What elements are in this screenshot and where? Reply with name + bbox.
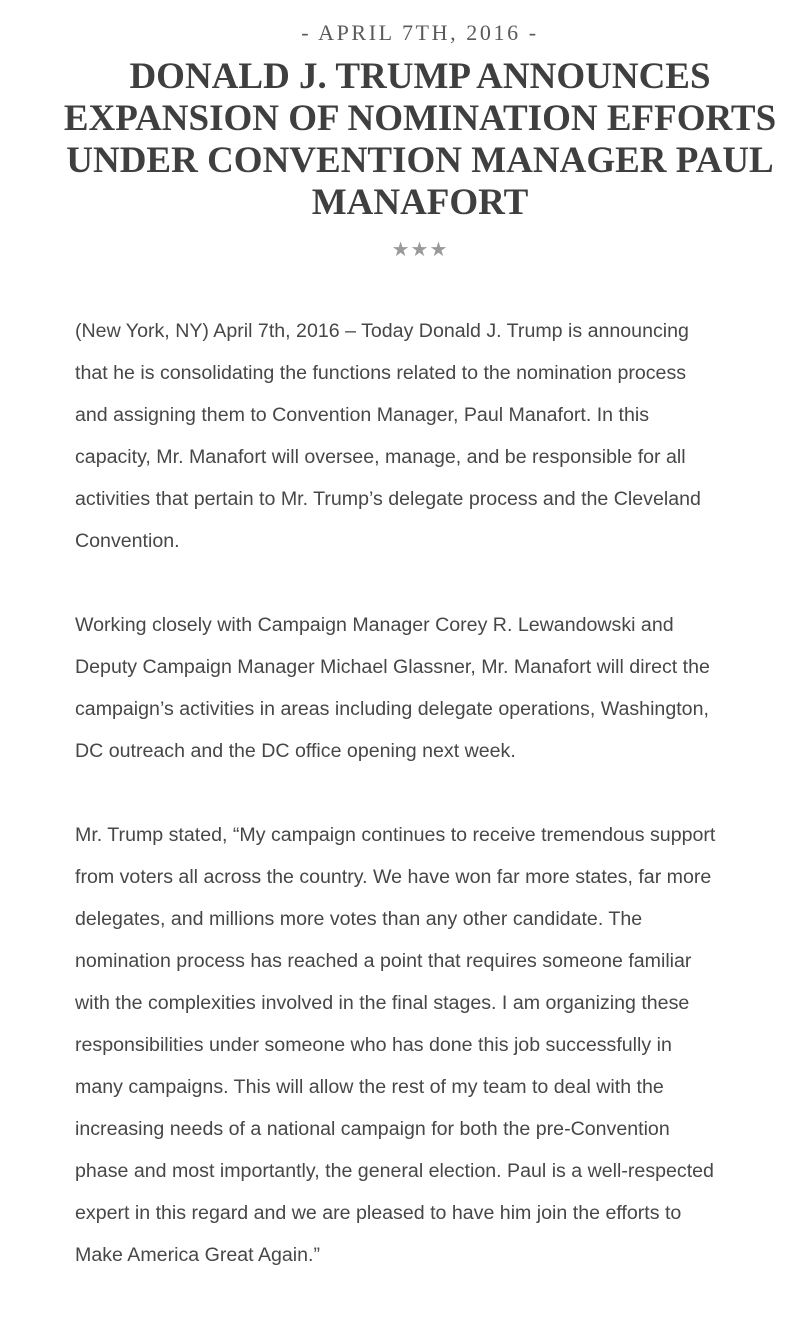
text-line: activities that pertain to Mr. Trump’s delegate process and the Cleveland: [75, 488, 701, 510]
headline-line: EXPANSION OF NOMINATION EFFORTS: [63, 98, 777, 139]
text-line: and assigning them to Convention Manager, Paul Manafort. In this: [75, 404, 650, 426]
headline: [0, 56, 802, 224]
text-line: nomination process has reached a point that requires someone familiar: [75, 950, 692, 972]
text-line: increasing needs of a national campaign for both the pre-Convention: [75, 1118, 670, 1140]
text-line: many campaigns. This will allow the rest of my team to deal with the: [75, 1076, 664, 1098]
text-line: capacity, Mr. Manafort will oversee, manage, and be responsible for all: [75, 446, 686, 468]
text-line: campaign’s activities in areas including delegate operations, Washington,: [75, 698, 709, 720]
text-line: Working closely with Campaign Manager Corey R. Lewandowski and: [75, 614, 674, 636]
text-line: delegates, and millions more votes than any other candidate. The: [75, 908, 643, 930]
text-line: Mr. Trump stated, “My campaign continues to receive tremendous support: [75, 824, 716, 846]
text-line: Deputy Campaign Manager Michael Glassner, Mr. Manafort will direct the: [75, 656, 710, 678]
text-line: DC outreach and the DC office opening next week.: [75, 740, 516, 762]
text-line: (New York, NY) April 7th, 2016 – Today Donald J. Trump is announcing: [75, 320, 689, 342]
paragraph-quote: [75, 814, 775, 1276]
text-line: that he is consolidating the functions related to the nomination process: [75, 362, 687, 384]
paragraph-team: [75, 604, 775, 772]
text-line: Convention.: [75, 530, 180, 552]
headline-line: MANAFORT: [311, 182, 529, 223]
text-line: with the complexities involved in the final stages. I am organizing these: [75, 992, 690, 1014]
text-line: Make America Great Again.”: [75, 1244, 321, 1266]
star-divider-icon: ★★★: [391, 237, 449, 261]
dateline: - APRIL 7TH, 2016 -: [301, 20, 539, 45]
paragraph-announcement: [75, 310, 775, 562]
headline-line: UNDER CONVENTION MANAGER PAUL: [66, 140, 774, 181]
text-line: phase and most importantly, the general election. Paul is a well-respected: [75, 1160, 714, 1182]
text-line: from voters all across the country. We have won far more states, far more: [75, 866, 712, 888]
text-line: responsibilities under someone who has done this job successfully in: [75, 1034, 672, 1056]
headline-line: DONALD J. TRUMP ANNOUNCES: [129, 56, 711, 97]
text-line: expert in this regard and we are pleased to have him join the efforts to: [75, 1202, 682, 1224]
press-release-body: [75, 310, 775, 1318]
